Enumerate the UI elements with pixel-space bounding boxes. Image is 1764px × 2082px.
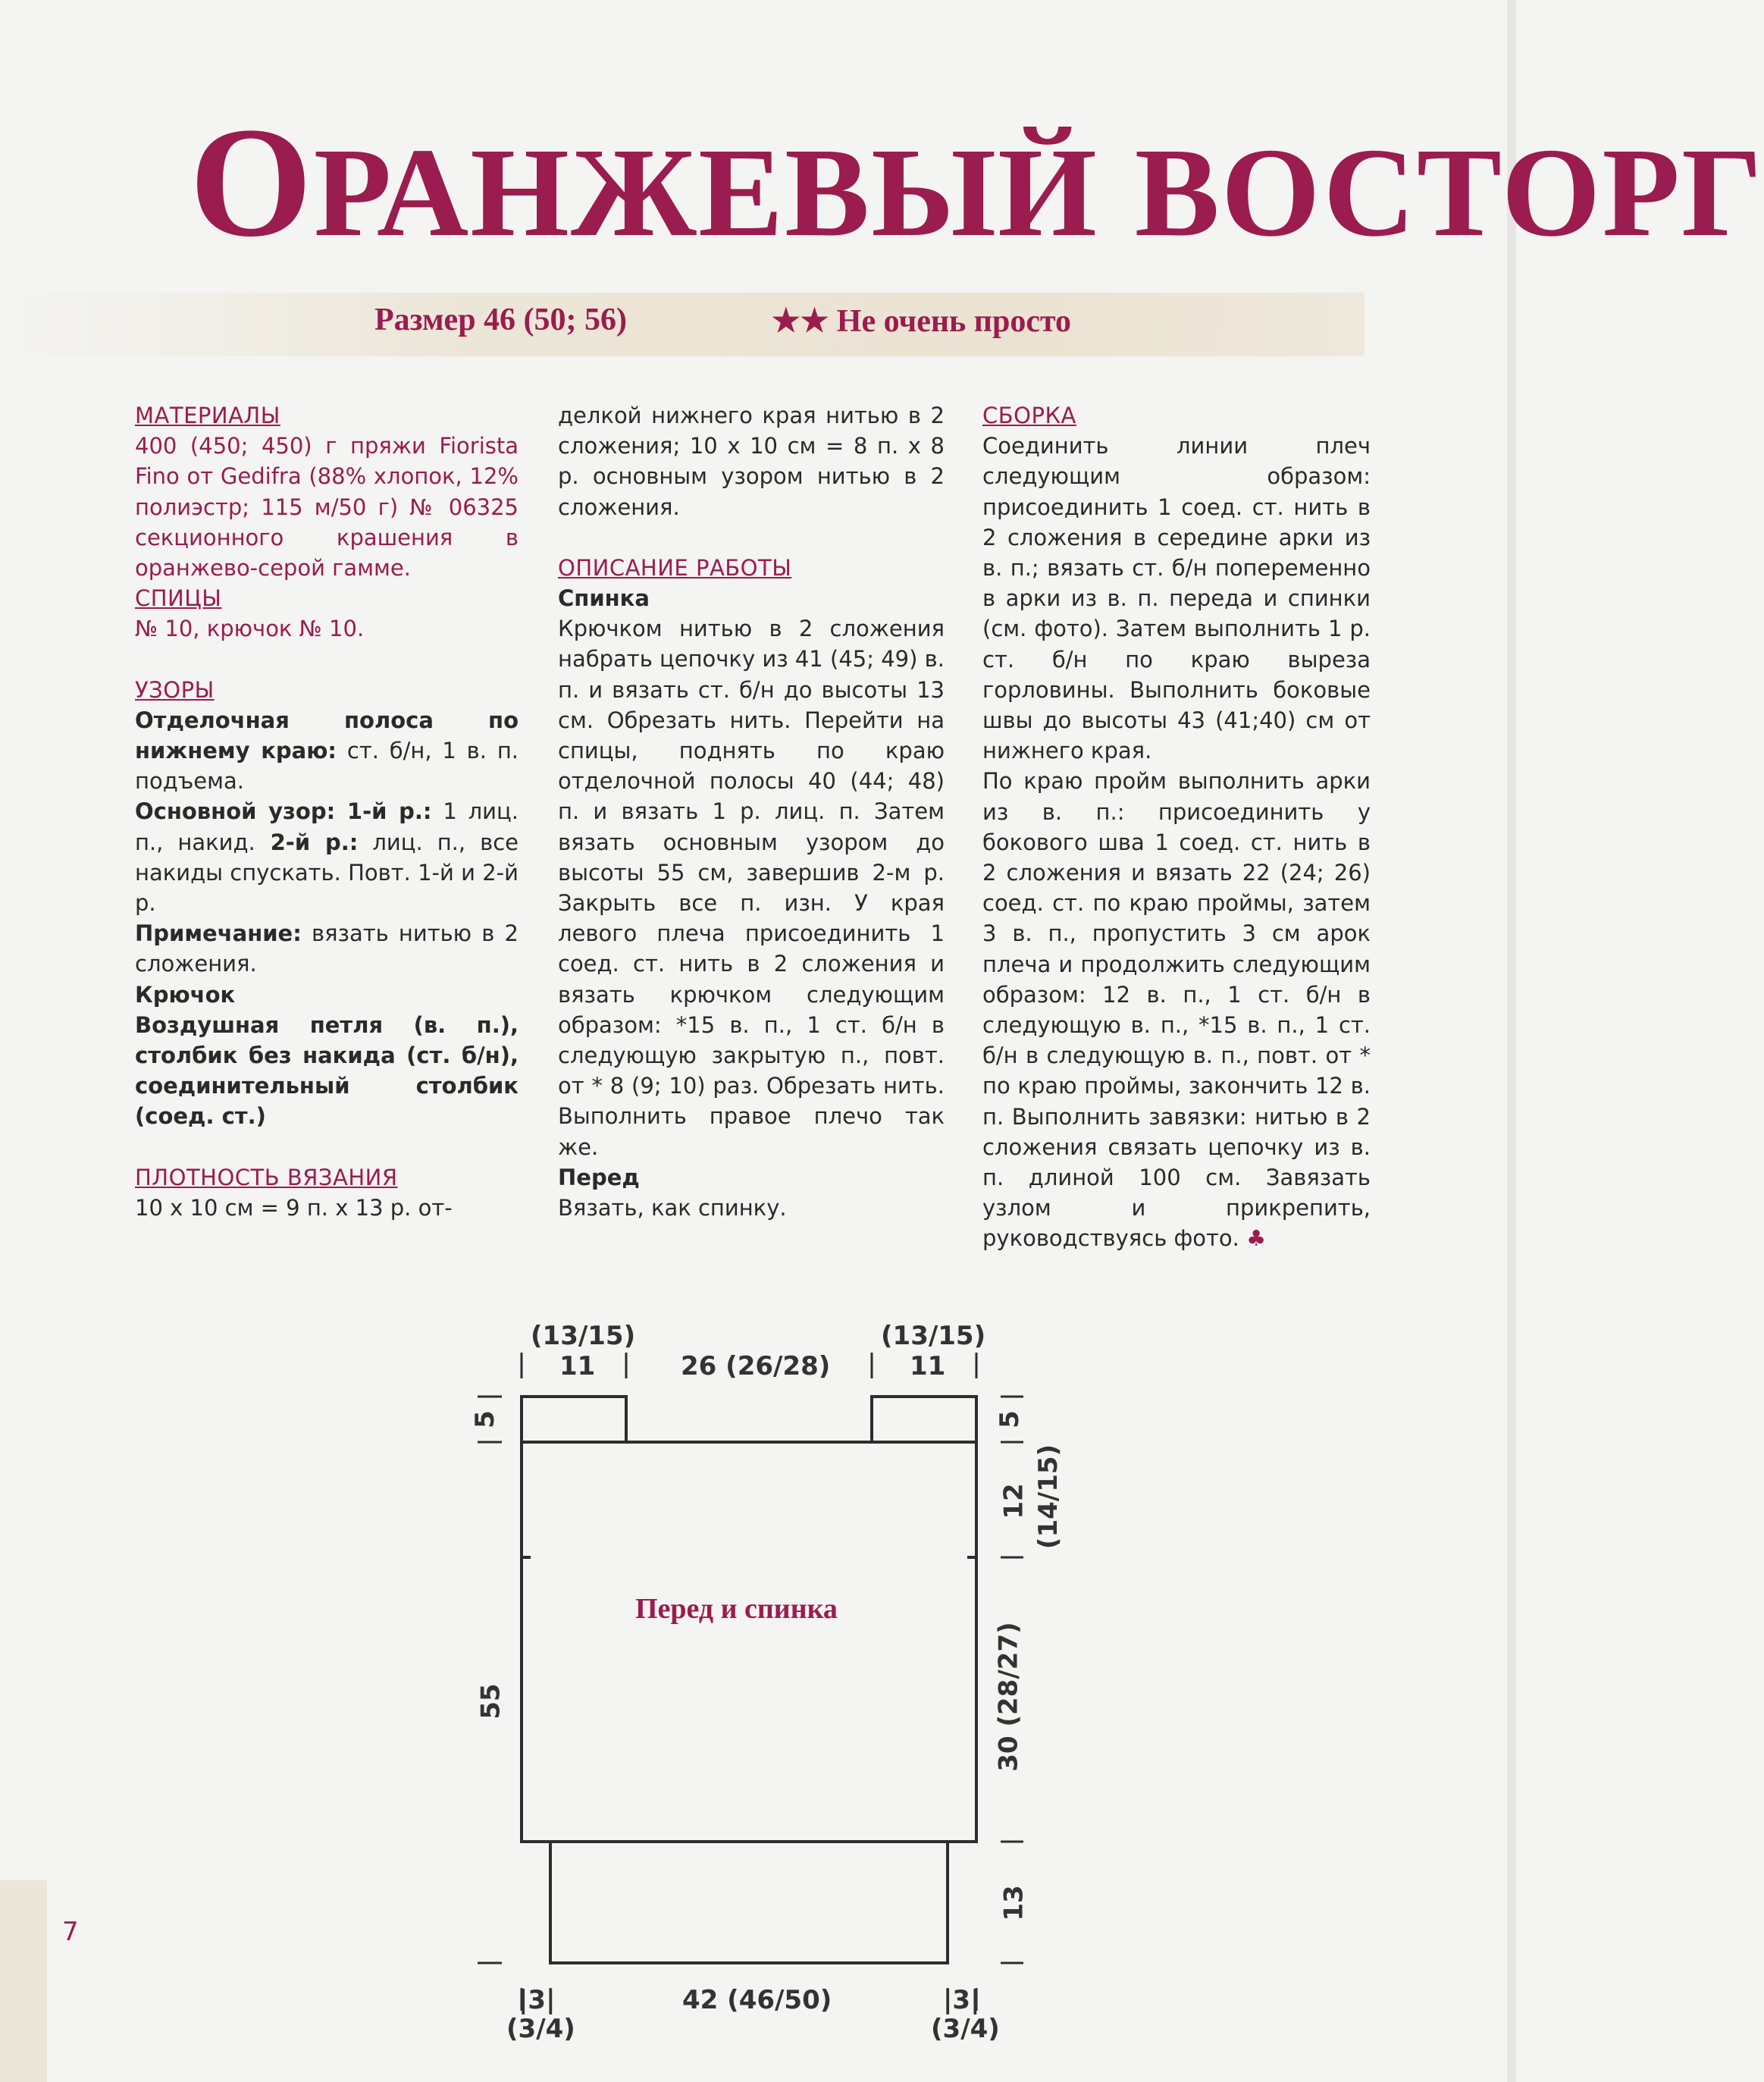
bottom-right-alt: (3/4)	[931, 2014, 1000, 2044]
end-mark-icon: ♣	[1246, 1225, 1267, 1252]
needles-heading: СПИЦЫ	[135, 585, 222, 612]
top-right: 11	[910, 1351, 946, 1381]
right-side-dim: 30 (28/27)	[993, 1622, 1024, 1772]
gauge-continued: делкой нижнего края нитью в 2 сложения; 10 х 10 см = 8 п. х 8 р. основным узором нитью в 2 сложения.	[558, 403, 945, 520]
title-word-2: ВОСТОРГ	[1134, 122, 1764, 263]
right-bottom-dim: 13	[998, 1885, 1029, 1921]
title-initial: О	[190, 95, 314, 269]
needles-text: № 10, крючок № 10.	[135, 616, 365, 642]
front-text: Вязать, как спинку.	[558, 1195, 787, 1221]
top-left: 11	[559, 1351, 596, 1381]
assembly-text-2: По краю пройм выполнить арки из в. п.: присоединить у бокового шва 1 соед. ст. нить в 2 сложения и вязать 22 (24; 26) соед. ст. по краю проймы, затем 3 в. п., пропустить 3 см арок плеча и продолжить следующим образом: 12 в. п., 1 ст. б/н в следующую в. п., *15 в. п., 1 ст. б/н в следующую в. п., повт. от * по краю проймы, закончить 12 в. п. Выполнить завязки: нитью в 2 сложения связать цепочку из в. п. длиной 100 см. Завязать узлом и прикрепить, руководствуясь фото. ♣	[982, 768, 1371, 1252]
right-shoulder-dim: 5	[994, 1410, 1025, 1428]
note: Примечание: вязать нитью в 2 сложения.	[135, 920, 519, 977]
assembly-text-1: Соединить линии плеч следующим образом: присоединить 1 соед. ст. нить в 2 сложения в середине арки из в. п.; вязать ст. б/н попеременно в арки из в. п. переда и спинки (см. фото). Затем выполнить 1 р. ст. б/н по краю выреза горловины. Выполнить боковые швы до высоты 43 (41;40) см от нижнего края.	[982, 433, 1371, 764]
left-shoulder-dim: 5	[469, 1410, 500, 1428]
title-word-1: РАНЖЕВЫЙ	[313, 122, 1098, 263]
left-shoulder-outline	[522, 1397, 626, 1442]
assembly-heading: СБОРКА	[982, 403, 1076, 428]
hem-band-outline	[550, 1842, 948, 1963]
bottom-left-dim: |3|	[519, 1985, 556, 2015]
size-info: Размер 46 (50; 56)	[374, 303, 628, 337]
top-mid: 26 (26/28)	[681, 1351, 831, 1381]
main-pattern: Основной узор: 1-й р.: 1 лиц. п., накид. 2-й р.: лиц. п., все накиды спускать. Повт. 1-й и 2-й р.	[135, 798, 519, 917]
difficulty-info: ★★ Не очень просто	[772, 304, 1072, 339]
bottom-left-alt: (3/4)	[506, 2014, 575, 2044]
right-shoulder-outline	[872, 1397, 976, 1442]
page-number: 7	[62, 1917, 79, 1947]
diagram-title: Перед и спинка	[635, 1593, 838, 1625]
gauge-heading: ПЛОТНОСТЬ ВЯЗАНИЯ	[135, 1164, 398, 1190]
body-outline	[522, 1442, 976, 1842]
back-text: Крючком нитью в 2 сложения набрать цепочку из 41 (45; 49) в. п. и вязать ст. б/н до высоты 13 см. Обрезать нить. Перейти на спицы, поднять по краю отделочной полосы 40 (44; 48) п. и вязать 1 р. лиц. п. Затем вязать основным узором до высоты 55 см, завершив 2-м р. Закрыть все п. изн. У края левого плеча присоединить 1 соед. ст. нить в 2 сложения и вязать крючком следующим образом: *15 в. п., 1 ст. б/н в следующую закрытую п., повт. от * 8 (9; 10) раз. Обрезать нить. Выполнить правое плечо так же.	[558, 616, 945, 1160]
hook-text: Воздушная петля (в. п.), столбик без накида (ст. б/н), соединительный столбик (соед. ст.)	[135, 1011, 519, 1130]
right-armhole-alt: (14/15)	[1033, 1444, 1064, 1550]
hook-heading: Крючок	[135, 981, 236, 1008]
top-left-alt: (13/15)	[531, 1321, 636, 1351]
back-heading: Спинка	[558, 585, 650, 612]
page-corner-tint	[0, 1880, 47, 2082]
gauge-text: 10 х 10 см = 9 п. х 13 р. от-	[135, 1194, 453, 1221]
bottom-mid-dim: 42 (46/50)	[682, 1985, 832, 2015]
patterns-heading: УЗОРЫ	[135, 676, 215, 703]
right-armhole-dim: 12	[998, 1483, 1029, 1519]
left-height-dim: 55	[475, 1683, 506, 1720]
materials-text: 400 (450; 450) г пряжи Fiorista Fino от Gedifra (88% хлопок, 12% полиэстр; 115 м/50 г) № 06325 секционного крашения в оранжево-серой гамме.	[135, 433, 519, 582]
top-right-alt: (13/15)	[881, 1321, 986, 1351]
edge-pattern: Отделочная полоса по нижнему краю: ст. б/н, 1 в. п. подъема.	[135, 707, 519, 795]
work-heading: ОПИСАНИЕ РАБОТЫ	[558, 554, 792, 581]
materials-heading: МАТЕРИАЛЫ	[135, 403, 280, 428]
bottom-right-dim: |3|	[943, 1985, 980, 2015]
front-heading: Перед	[558, 1164, 640, 1190]
